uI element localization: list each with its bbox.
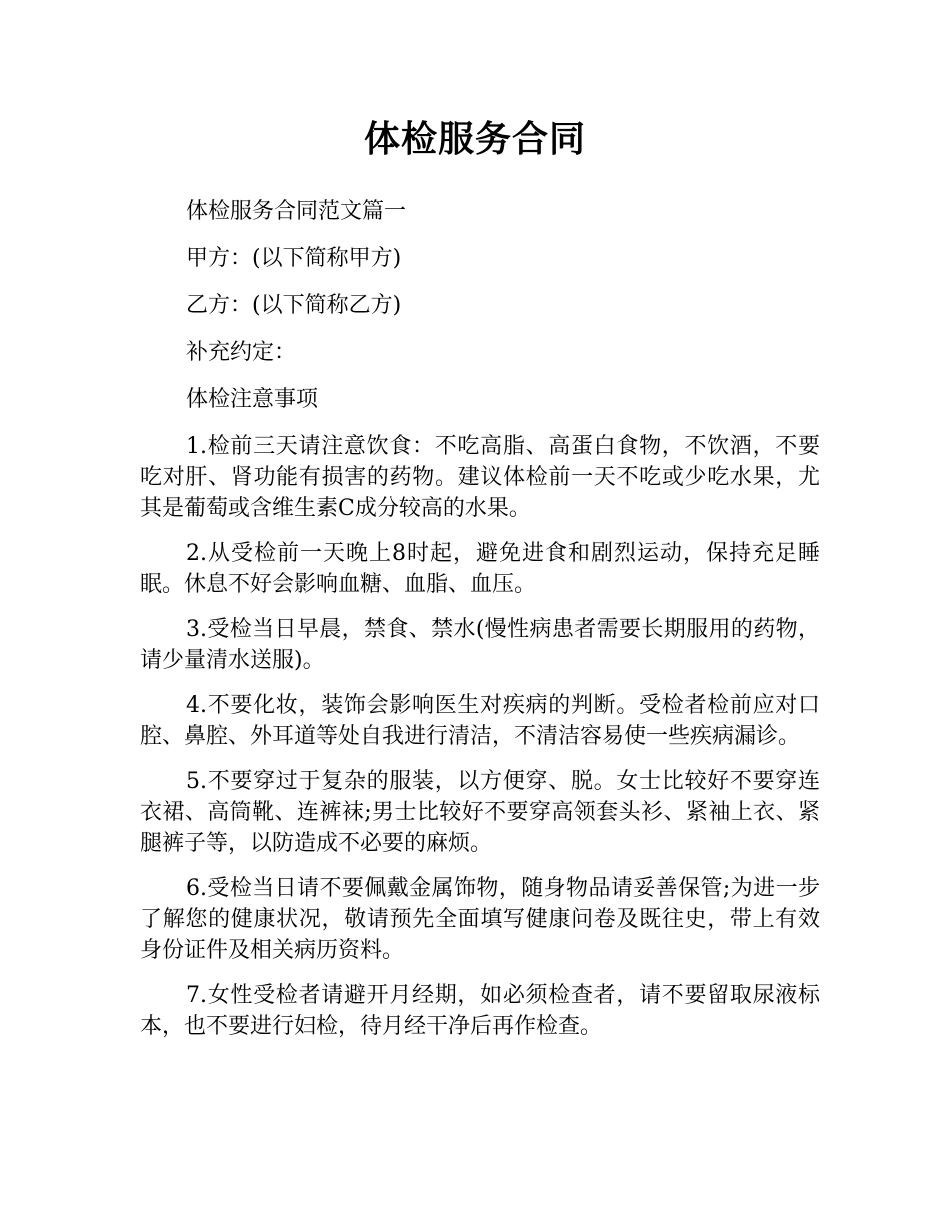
- notice-item: 6.受检当日请不要佩戴金属饰物，随身物品请妥善保管;为进一步了解您的健康状况，敬请预先全面填写健康问卷及既往史，带上有效身份证件及相关病历资料。: [140, 876, 820, 963]
- notice-item: 7.女性受检者请避开月经期，如必须检查者，请不要留取尿液标本，也不要进行妇检，待月经干净后再作检查。: [140, 983, 820, 1039]
- party-b-line: 乙方：(以下简称乙方): [186, 293, 402, 318]
- document-title: 体检服务合同: [363, 119, 586, 160]
- notice-item: 2.从受检前一天晚上8时起，避免进食和剧烈运动，保持充足睡眠。休息不好会影响血糖、血脂、血压。: [140, 541, 820, 597]
- notice-heading: 体检注意事项: [186, 387, 319, 412]
- notice-item: 4.不要化妆，装饰会影响医生对疾病的判断。受检者检前应对口腔、鼻腔、外耳道等处自我进行清洁，不清洁容易使一些疾病漏诊。: [140, 693, 820, 749]
- document-body: [140, 196, 820, 1056]
- supplement-line: 补充约定：: [186, 340, 297, 365]
- party-a-line: 甲方：(以下简称甲方): [186, 246, 402, 271]
- notice-item: 5.不要穿过于复杂的服装，以方便穿、脱。女士比较好不要穿连衣裙、高筒靴、连裤袜;男士比较好不要穿高领套头衫、紧袖上衣、紧腿裤子等，以防造成不必要的麻烦。: [140, 769, 820, 856]
- notice-item: 1.检前三天请注意饮食：不吃高脂、高蛋白食物，不饮酒，不要吃对肝、肾功能有损害的药物。建议体检前一天不吃或少吃水果，尤其是葡萄或含维生素C成分较高的水果。: [140, 434, 820, 521]
- section-heading: 体检服务合同范文篇一: [186, 199, 407, 224]
- notice-item: 3.受检当日早晨，禁食、禁水(慢性病患者需要长期服用的药物，请少量清水送服)。: [140, 617, 820, 673]
